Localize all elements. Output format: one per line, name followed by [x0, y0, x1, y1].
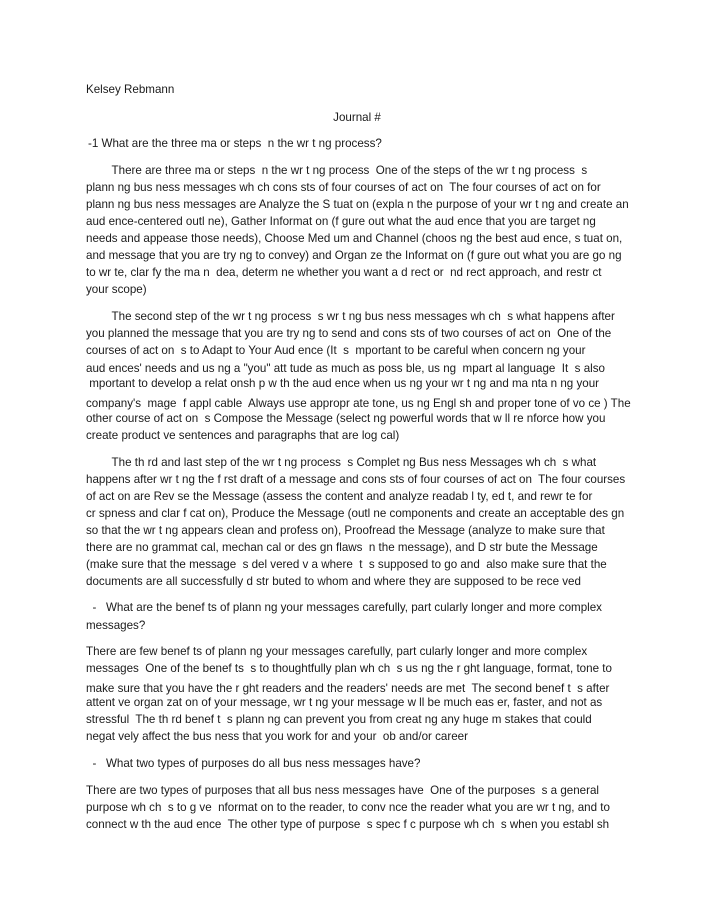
- paragraph-line: to wr te, clar fy the ma n dea, determ ne whether you want a d rect or nd rect approach, and restr ct: [86, 266, 602, 279]
- paragraph-line: needs and appease those needs), Choose Med um and Channel (choos ng the best aud ence, s tuat on,: [86, 232, 623, 245]
- paragraph-line: courses of act on s to Adapt to Your Aud ence (It s mportant to be careful when concern ng your: [86, 344, 586, 357]
- paragraph-line: cr spness and clar f cat on), Produce the Message (outl ne components and create an acceptable des gn: [86, 507, 625, 520]
- paragraph-line: plann ng bus ness messages are Analyze the S tuat on (expla n the purpose of your wr t ng and create an: [86, 198, 629, 211]
- paragraph-line: you planned the message that you are try ng to send and cons sts of two courses of act on One of the: [86, 327, 612, 340]
- paragraph-line: The th rd and last step of the wr t ng process s Complet ng Bus ness Messages wh ch s what: [86, 456, 597, 469]
- question-1: -1 What are the three ma or steps n the wr t ng process?: [88, 137, 382, 150]
- paragraph-line: There are few benef ts of plann ng your messages carefully, part cularly longer and more complex: [86, 645, 588, 658]
- paragraph-line: (make sure that the message s del vered v a where t s supposed to go and also make sure that the: [86, 558, 607, 571]
- question-2-cont: messages?: [86, 619, 146, 632]
- paragraph-line: connect w th the aud ence The other type of purpose s spec f c purpose wh ch s when you establ sh: [86, 818, 610, 831]
- question-2: - What are the benef ts of plann ng your messages carefully, part cularly longer and more complex: [86, 601, 602, 614]
- paragraph-line: mportant to develop a relat onsh p w th the aud ence when us ng your wr t ng and ma nta n ng your: [86, 377, 600, 390]
- paragraph-line: messages One of the benef ts s to thoughtfully plan wh ch s us ng the r ght language, format, tone to: [86, 662, 612, 675]
- paragraph-line: aud ence-centered outl ne), Gather Informat on (f gure out what the aud ence that you are target ng: [86, 215, 596, 228]
- paragraph-line: your scope): [86, 283, 147, 296]
- journal-title: Journal #: [333, 111, 381, 124]
- paragraph-line: attent ve organ zat on of your message, wr t ng your message w ll be much eas er, faster, and not as: [86, 696, 603, 709]
- paragraph-line: make sure that you have the r ght readers and the readers' needs are met The second benef t s after: [86, 682, 610, 695]
- paragraph-line: documents are all successfully d str buted to whom and where they are supposed to be rece ved: [86, 575, 581, 588]
- paragraph-line: there are no grammat cal, mechan cal or des gn flaws n the message), and D str bute the Message: [86, 541, 598, 554]
- question-3: - What two types of purposes do all bus ness messages have?: [86, 757, 421, 770]
- paragraph-line: There are three ma or steps n the wr t ng process One of the steps of the wr t ng process s: [86, 164, 588, 177]
- paragraph-line: company's mage f appl cable Always use appropr ate tone, us ng Engl sh and proper tone of vo ce ) The: [86, 397, 631, 410]
- paragraph-line: The second step of the wr t ng process s wr t ng bus ness messages wh ch s what happens after: [86, 310, 615, 323]
- paragraph-line: other course of act on s Compose the Message (select ng powerful words that w ll re nforce how you: [86, 412, 606, 425]
- paragraph-line: so that the wr t ng appears clean and profess on), Proofread the Message (analyze to make sure that: [86, 524, 605, 537]
- paragraph-line: plann ng bus ness messages wh ch cons sts of four courses of act on The four courses of act on for: [86, 181, 601, 194]
- paragraph-line: aud ences' needs and us ng a "you" att tude as much as poss ble, us ng mpart al language It s also: [86, 362, 605, 375]
- paragraph-line: stressful The th rd benef t s plann ng can prevent you from creat ng any huge m stakes that could: [86, 713, 592, 726]
- paragraph-line: negat vely affect the bus ness that you work for and your ob and/or career: [86, 730, 468, 743]
- paragraph-line: purpose wh ch s to g ve nformat on to the reader, to conv nce the reader what you are wr t ng, and to: [86, 801, 610, 814]
- paragraph-line: of act on are Rev se the Message (assess the content and analyze readab l ty, ed t, and rewr te for: [86, 490, 593, 503]
- paragraph-line: create product ve sentences and paragraphs that are log cal): [86, 429, 400, 442]
- paragraph-line: and message that you are try ng to convey) and Organ ze the Informat on (f gure out what you are go ng: [86, 249, 622, 262]
- paragraph-line: happens after wr t ng the f rst draft of a message and cons sts of four courses of act on The four courses: [86, 473, 626, 486]
- paragraph-line: There are two types of purposes that all bus ness messages have One of the purposes s a general: [86, 784, 599, 797]
- author-name: Kelsey Rebmann: [86, 83, 175, 96]
